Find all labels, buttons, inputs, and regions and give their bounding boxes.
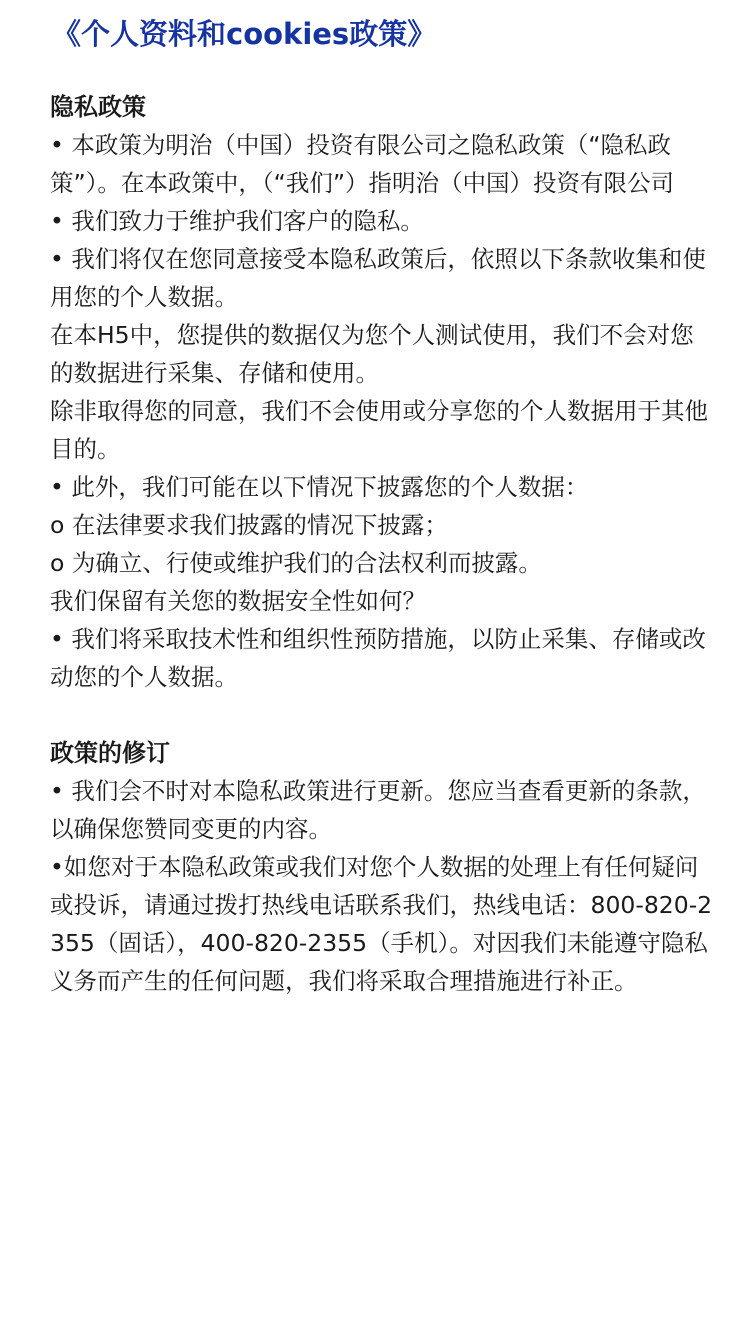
policy-paragraph: 除非取得您的同意，我们不会使用或分享您的个人数据用于其他目的。 (50, 397, 708, 463)
policy-paragraph: •如您对于本隐私政策或我们对您个人数据的处理上有任何疑问或投诉，请通过拨打热线电话联系我们，热线电话：800-820-2355（固话），400-820-2355（手机）。对因我们未能遵守隐私义务而产生的任何问题，我们将采取合理措施进行补正。 (50, 853, 713, 995)
policy-paragraph: • 我们将采取技术性和组织性预防措施，以防止采集、存储或改动您的个人数据。 (50, 625, 706, 691)
policy-paragraph: • 我们致力于维护我们客户的隐私。 (50, 207, 424, 235)
section-spacer (50, 696, 715, 734)
policy-paragraph: 我们保留有关您的数据安全性如何？ (50, 587, 426, 615)
policy-paragraph: • 我们会不时对本隐私政策进行更新。您应当查看更新的条款，以确保您赞同变更的内容。 (50, 777, 706, 843)
policy-paragraph: • 此外，我们可能在以下情况下披露您的个人数据： (50, 473, 589, 501)
policy-paragraph: • 我们将仅在您同意接受本隐私政策后，依照以下条款收集和使用您的个人数据。 (50, 245, 706, 311)
policy-paragraph: • 本政策为明治（中国）投资有限公司之隐私政策（“隐私政策”）。在本政策中，（“我们”）指明治（中国）投资有限公司 (50, 131, 675, 197)
section-heading-revision: 政策的修订 (50, 739, 170, 767)
policy-paragraph: 在本H5中，您提供的数据仅为您个人测试使用，我们不会对您的数据进行采集、存储和使用。 (50, 321, 694, 387)
policy-paragraph: o 在法律要求我们披露的情况下披露； (50, 511, 448, 539)
policy-paragraph: o 为确立、行使或维护我们的合法权利而披露。 (50, 549, 542, 577)
page-title: 《个人资料和cookies政策》 (52, 17, 437, 51)
policy-content (50, 88, 715, 1000)
section-heading-privacy: 隐私政策 (50, 93, 146, 121)
